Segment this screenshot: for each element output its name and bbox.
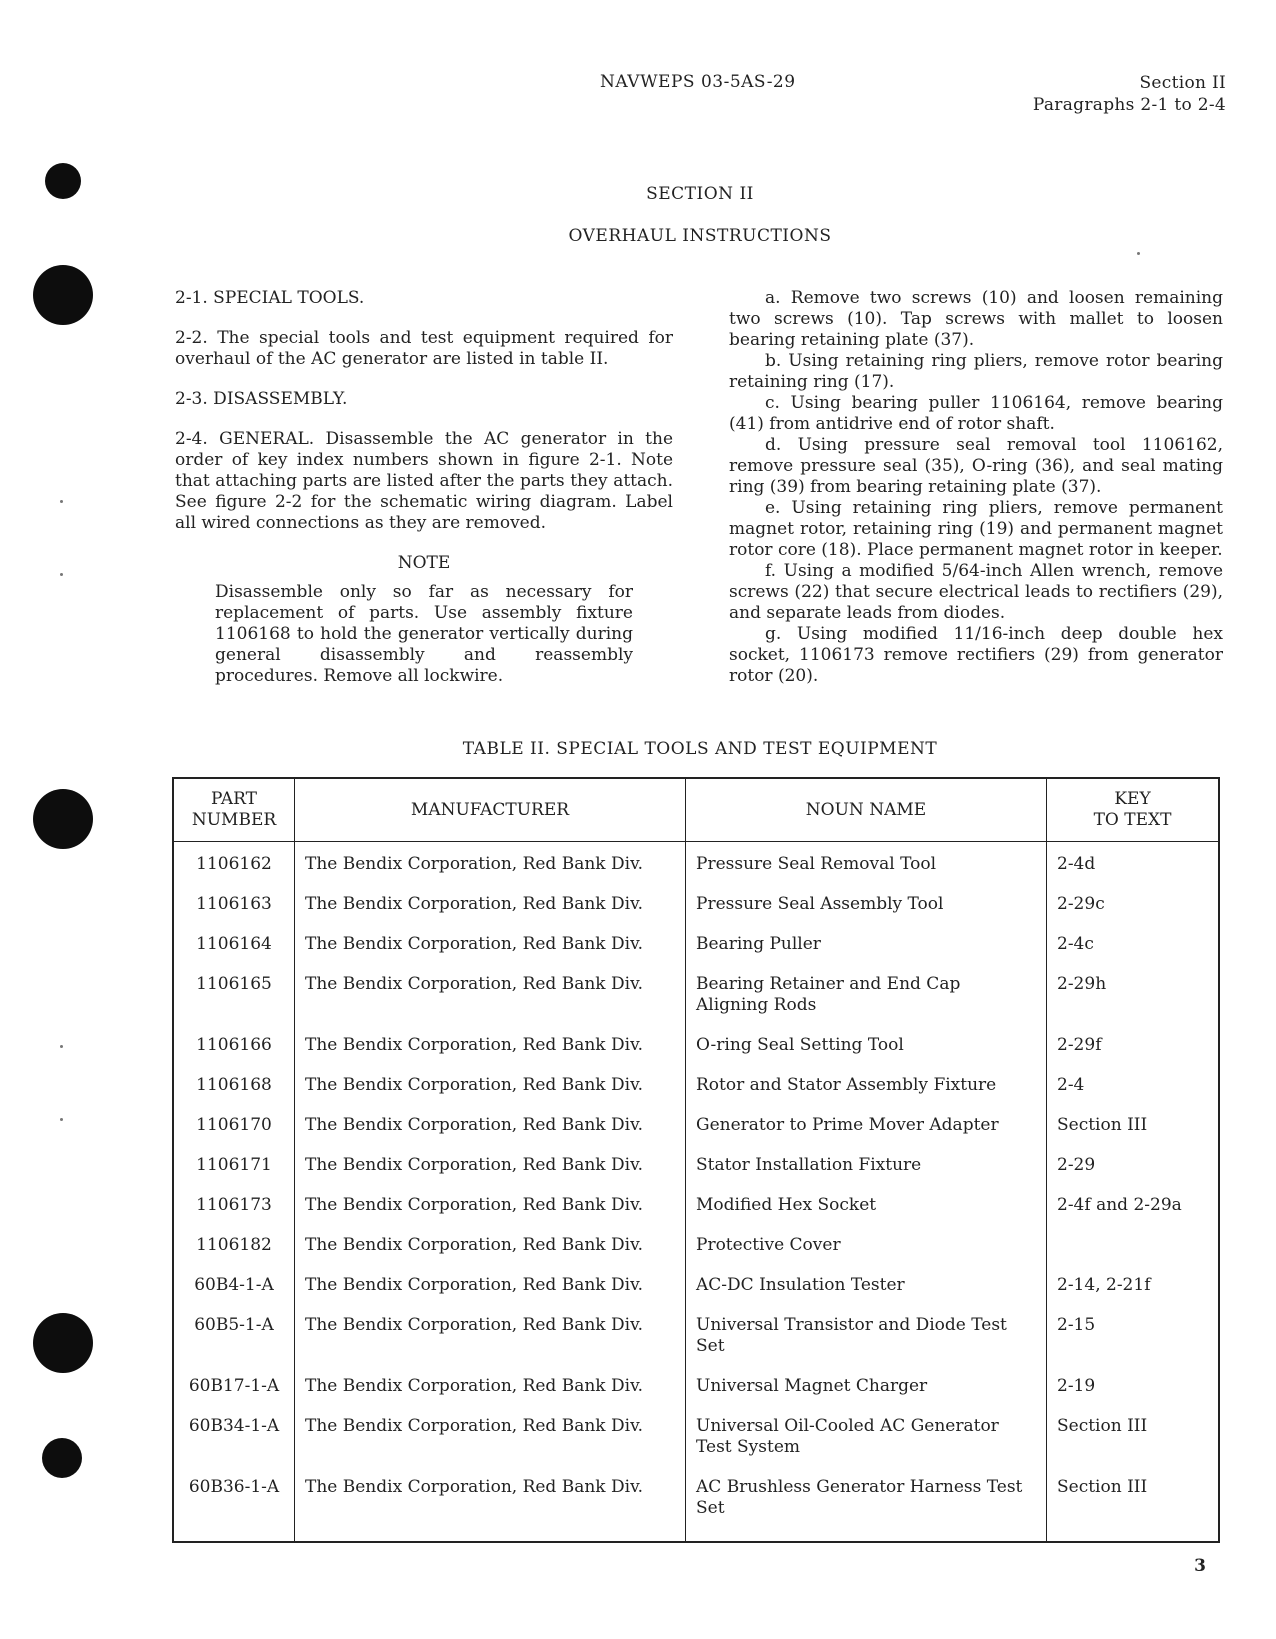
paragraph-2-3: 2-3. DISASSEMBLY. [175,389,348,409]
cell-noun-name: Universal Magnet Charger [686,1366,1047,1406]
note-heading: NOTE [397,553,451,573]
cell-key-to-text: 2-4 [1047,1065,1220,1105]
punch-hole [42,1438,82,1478]
header-noun-name: NOUN NAME [686,778,1047,842]
cell-part-number: 60B17-1-A [173,1366,295,1406]
speck [60,1045,63,1048]
cell-part-number: 60B36-1-A [173,1467,295,1542]
speck [60,1118,63,1121]
cell-key-to-text [1047,1225,1220,1265]
cell-manufacturer: The Bendix Corporation, Red Bank Div. [295,1185,686,1225]
header-manufacturer: MANUFACTURER [295,778,686,842]
cell-key-to-text: 2-29h [1047,964,1220,1025]
table-row [173,842,1219,885]
table-row [173,1025,1219,1065]
table-row [173,964,1219,1025]
table-row [173,1467,1219,1542]
section-title: SECTION II [646,184,754,204]
cell-key-to-text: Section III [1047,1406,1220,1467]
header-part-line1: PART [211,789,257,809]
cell-key-to-text: 2-14, 2-21f [1047,1265,1220,1305]
table-row [173,924,1219,964]
header-part-line2: NUMBER [191,810,277,830]
table-row [173,1225,1219,1265]
cell-noun-name: Generator to Prime Mover Adapter [686,1105,1047,1145]
cell-key-to-text: Section III [1047,1105,1220,1145]
cell-manufacturer: The Bendix Corporation, Red Bank Div. [295,1105,686,1145]
table-row [173,884,1219,924]
cell-key-to-text: 2-4d [1047,842,1220,885]
cell-part-number: 1106162 [173,842,295,885]
header-key-to-text [1047,778,1220,842]
punch-hole [33,789,93,849]
section-subtitle: OVERHAUL INSTRUCTIONS [568,226,832,246]
cell-manufacturer: The Bendix Corporation, Red Bank Div. [295,1225,686,1265]
cell-noun-name: Universal Oil-Cooled AC Generator Test System [686,1406,1047,1467]
table-header-row [173,778,1219,842]
cell-noun-name: Stator Installation Fixture [686,1145,1047,1185]
paragraph-2-1: 2-1. SPECIAL TOOLS. [175,288,365,308]
table-row [173,1265,1219,1305]
table-row [173,1366,1219,1406]
cell-manufacturer: The Bendix Corporation, Red Bank Div. [295,924,686,964]
header-section: Section II [1139,73,1226,93]
note-body: Disassemble only so far as necessary for replacement of parts. Use assembly fixture 1106168 to hold the generator vertically during general disassembly and reassembly procedures. Remove all lockwire. [215,582,633,686]
cell-manufacturer: The Bendix Corporation, Red Bank Div. [295,1467,686,1542]
step-f: f. Using a modified 5/64-inch Allen wrench, remove screws (22) that secure electrical leads to rectifiers (29), and separate leads from diodes. [729,561,1223,623]
cell-manufacturer: The Bendix Corporation, Red Bank Div. [295,1145,686,1185]
table-row [173,1145,1219,1185]
cell-noun-name: AC Brushless Generator Harness Test Set [686,1467,1047,1542]
cell-part-number: 60B4-1-A [173,1265,295,1305]
cell-part-number: 60B5-1-A [173,1305,295,1366]
step-c: c. Using bearing puller 1106164, remove bearing (41) from antidrive end of rotor shaft. [729,393,1223,434]
cell-manufacturer: The Bendix Corporation, Red Bank Div. [295,1065,686,1105]
step-a: a. Remove two screws (10) and loosen remaining two screws (10). Tap screws with mallet to loosen bearing retaining plate (37). [729,288,1223,350]
cell-noun-name: Protective Cover [686,1225,1047,1265]
cell-key-to-text: 2-19 [1047,1366,1220,1406]
document-number: NAVWEPS 03-5AS-29 [600,72,796,92]
cell-key-to-text: 2-15 [1047,1305,1220,1366]
cell-manufacturer: The Bendix Corporation, Red Bank Div. [295,1025,686,1065]
step-d: d. Using pressure seal removal tool 1106162, remove pressure seal (35), O-ring (36), and seal mating ring (39) from bearing retaining plate (37). [729,435,1223,497]
cell-manufacturer: The Bendix Corporation, Red Bank Div. [295,1265,686,1305]
step-e: e. Using retaining ring pliers, remove permanent magnet rotor, retaining ring (19) and permanent magnet rotor core (18). Place permanent magnet rotor in keeper. [729,498,1223,560]
special-tools-table [172,777,1220,1543]
cell-part-number: 1106170 [173,1105,295,1145]
punch-hole [33,265,93,325]
cell-manufacturer: The Bendix Corporation, Red Bank Div. [295,842,686,885]
cell-part-number: 1106168 [173,1065,295,1105]
cell-part-number: 1106166 [173,1025,295,1065]
table-row [173,1105,1219,1145]
cell-key-to-text: 2-29f [1047,1025,1220,1065]
cell-manufacturer: The Bendix Corporation, Red Bank Div. [295,964,686,1025]
cell-manufacturer: The Bendix Corporation, Red Bank Div. [295,1366,686,1406]
header-right [1033,72,1226,116]
header-paragraphs: Paragraphs 2-1 to 2-4 [1032,95,1226,115]
page-number: 3 [1194,1556,1206,1576]
cell-noun-name: Universal Transistor and Diode Test Set [686,1305,1047,1366]
cell-part-number: 1106164 [173,924,295,964]
cell-noun-name: Modified Hex Socket [686,1185,1047,1225]
punch-hole [33,1313,93,1373]
cell-noun-name: Bearing Retainer and End Cap Aligning Rods [686,964,1047,1025]
cell-noun-name: Pressure Seal Removal Tool [686,842,1047,885]
cell-key-to-text: 2-4f and 2-29a [1047,1185,1220,1225]
header-key-line2: TO TEXT [1093,810,1172,830]
header-part-number [173,778,295,842]
cell-part-number: 1106173 [173,1185,295,1225]
cell-key-to-text: 2-4c [1047,924,1220,964]
table-row [173,1065,1219,1105]
cell-part-number: 1106165 [173,964,295,1025]
cell-noun-name: O-ring Seal Setting Tool [686,1025,1047,1065]
cell-manufacturer: The Bendix Corporation, Red Bank Div. [295,1305,686,1366]
speck [60,500,63,503]
table-row [173,1305,1219,1366]
table-row [173,1406,1219,1467]
left-column [175,288,673,687]
right-column [729,288,1223,687]
cell-part-number: 1106171 [173,1145,295,1185]
cell-manufacturer: The Bendix Corporation, Red Bank Div. [295,884,686,924]
cell-key-to-text: Section III [1047,1467,1220,1542]
step-g: g. Using modified 11/16-inch deep double hex socket, 1106173 remove rectifiers (29) from generator rotor (20). [729,624,1223,686]
cell-part-number: 1106163 [173,884,295,924]
header-key-line1: KEY [1114,789,1151,809]
table-row [173,1185,1219,1225]
table-title: TABLE II. SPECIAL TOOLS AND TEST EQUIPMENT [462,739,938,759]
paragraph-2-2: 2-2. The special tools and test equipment required for overhaul of the AC generator are listed in table II. [175,328,673,369]
cell-manufacturer: The Bendix Corporation, Red Bank Div. [295,1406,686,1467]
step-b: b. Using retaining ring pliers, remove rotor bearing retaining ring (17). [729,351,1223,392]
cell-part-number: 60B34-1-A [173,1406,295,1467]
cell-noun-name: AC-DC Insulation Tester [686,1265,1047,1305]
paragraph-2-4: 2-4. GENERAL. Disassemble the AC generator in the order of key index numbers shown in figure 2-1. Note that attaching parts are listed after the parts they attach. See figure 2-2 for the schematic wiring diagram. Label all wired connections as they are removed. [175,429,673,533]
cell-noun-name: Rotor and Stator Assembly Fixture [686,1065,1047,1105]
cell-noun-name: Pressure Seal Assembly Tool [686,884,1047,924]
cell-key-to-text: 2-29 [1047,1145,1220,1185]
cell-key-to-text: 2-29c [1047,884,1220,924]
cell-part-number: 1106182 [173,1225,295,1265]
speck [60,573,63,576]
speck [1137,252,1140,255]
cell-noun-name: Bearing Puller [686,924,1047,964]
